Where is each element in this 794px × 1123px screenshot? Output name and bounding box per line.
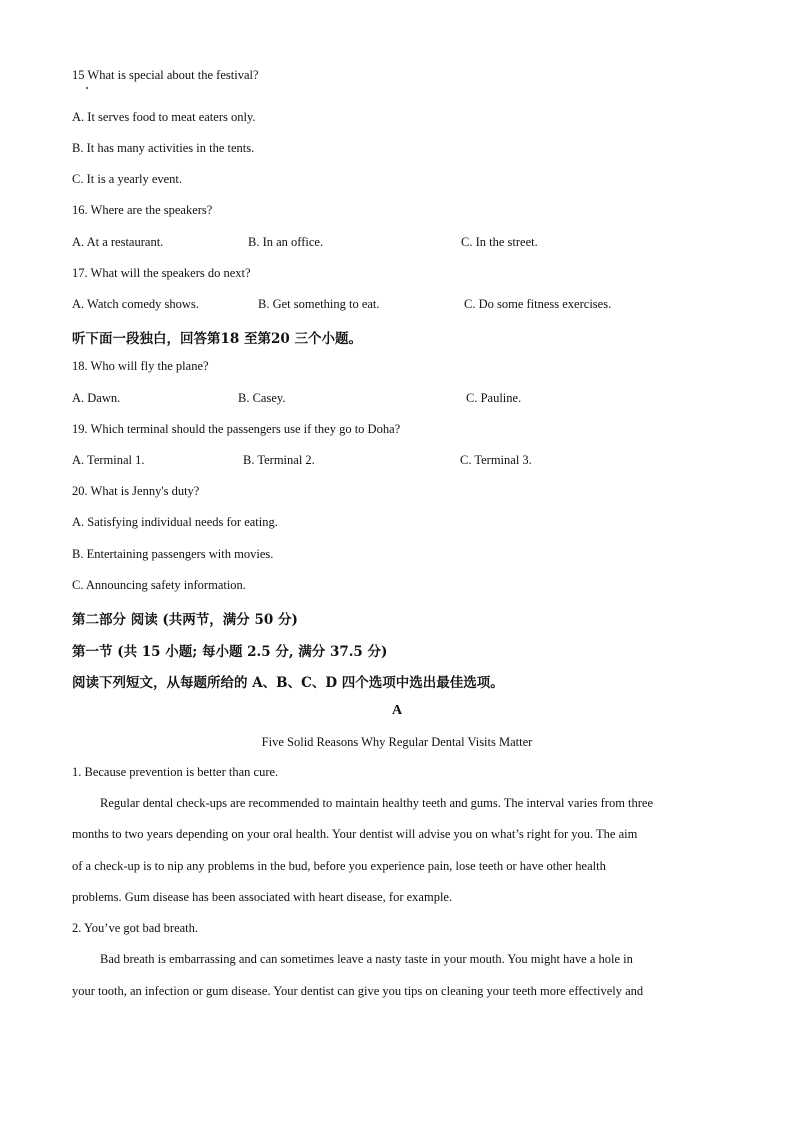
q18-option-a: A. Dawn.	[72, 391, 121, 405]
q18-question: 18. Who will fly the plane?	[72, 359, 209, 373]
passage-para1-line: months to two years depending on your oral health. Your dentist will advise you on what’s right for you. The aim	[72, 827, 638, 841]
reading-instructions: 阅读下列短文，从每题所给的 A、B、C、D 四个选项中选出最佳选项。	[72, 675, 504, 691]
passage-letter: A	[391, 703, 403, 718]
q18-option-c: C. Pauline.	[466, 391, 522, 405]
passage-title: Five Solid Reasons Why Regular Dental Visits Matter	[261, 735, 533, 749]
q19-question: 19. Which terminal should the passengers use if they go to Doha?	[72, 422, 401, 436]
q16-option-b: B. In an office.	[248, 235, 324, 249]
passage-para2-line: your tooth, an infection or gum disease. Your dentist can give you tips on cleaning your teeth more effectively and	[72, 984, 644, 998]
passage-heading-1: 1. Because prevention is better than cure.	[72, 765, 279, 779]
q17-option-a: A. Watch comedy shows.	[72, 297, 199, 311]
q19-option-c: C. Terminal 3.	[460, 453, 532, 467]
q20-option-a: A. Satisfying individual needs for eating.	[72, 515, 278, 529]
q20-option-b: B. Entertaining passengers with movies.	[72, 547, 274, 561]
stray-dot	[86, 87, 88, 89]
q15-option-a: A. It serves food to meat eaters only.	[72, 110, 256, 124]
q16-option-a: A. At a restaurant.	[72, 235, 164, 249]
section1-heading: 第一节 (共 15 小题; 每小题 2.5 分, 满分 37.5 分)	[72, 644, 388, 660]
q15-question: 15 What is special about the festival?	[72, 68, 259, 82]
q19-option-a: A. Terminal 1.	[72, 453, 145, 467]
q15-option-c: C. It is a yearly event.	[72, 172, 183, 186]
q17-option-c: C. Do some fitness exercises.	[464, 297, 612, 311]
passage-para1-line: Regular dental check-ups are recommended to maintain healthy teeth and gums. The interval varies from three	[100, 796, 654, 810]
q18-option-b: B. Casey.	[238, 391, 286, 405]
passage-heading-2: 2. You’ve got bad breath.	[72, 921, 199, 935]
part2-heading: 第二部分 阅读 (共两节，满分 50 分)	[72, 612, 298, 628]
q20-question: 20. What is Jenny's duty?	[72, 484, 200, 498]
passage-para2-line: Bad breath is embarrassing and can sometimes leave a nasty taste in your mouth. You might have a hole in	[100, 952, 633, 966]
q17-question: 17. What will the speakers do next?	[72, 266, 251, 280]
q20-option-c: C. Announcing safety information.	[72, 578, 246, 592]
q16-question: 16. Where are the speakers?	[72, 203, 213, 217]
section-monologue-heading: 听下面一段独白，回答第18 至第20 三个小题。	[72, 331, 362, 347]
q19-option-b: B. Terminal 2.	[243, 453, 315, 467]
q16-option-c: C. In the street.	[461, 235, 538, 249]
q17-option-b: B. Get something to eat.	[258, 297, 380, 311]
q15-option-b: B. It has many activities in the tents.	[72, 141, 255, 155]
passage-para1-line: problems. Gum disease has been associated with heart disease, for example.	[72, 890, 453, 904]
passage-para1-line: of a check-up is to nip any problems in the bud, before you experience pain, lose teeth or have other health	[72, 859, 606, 873]
